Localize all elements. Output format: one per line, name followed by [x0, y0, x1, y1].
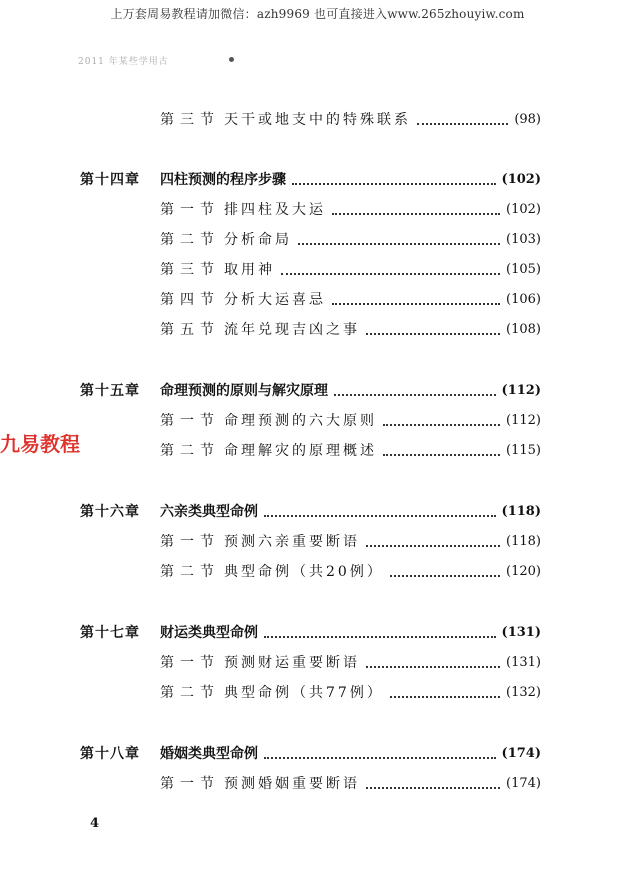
page-ref: (131): [506, 655, 541, 670]
page-ref: (118): [506, 534, 541, 549]
page-ref: (132): [506, 685, 541, 700]
section-number: 第二节: [160, 564, 220, 580]
page-ref: (174): [501, 746, 541, 761]
leader-dots: [390, 695, 500, 698]
page-ref: (112): [501, 383, 541, 398]
chapter-number: 第十六章: [80, 504, 140, 520]
section-number: 第三节: [160, 112, 220, 128]
section-number: 第一节: [160, 655, 220, 671]
leader-dots: [383, 453, 500, 456]
section-number: 第四节: [160, 292, 220, 308]
toc-row-section[interactable]: [160, 110, 541, 130]
chapter-number: 第十七章: [80, 625, 140, 641]
page-ref: (102): [501, 172, 541, 187]
page-ref: (103): [506, 232, 541, 247]
page-ref: (108): [506, 322, 541, 337]
toc-row-chapter[interactable]: [80, 623, 541, 643]
leader-dots: [264, 514, 496, 517]
toc-row-chapter[interactable]: [80, 170, 541, 190]
section-title: 命理解灾的原理概述: [224, 443, 377, 459]
header-dot: [229, 57, 234, 62]
leader-dots: [417, 122, 508, 125]
toc-row-section[interactable]: [160, 260, 541, 280]
page-number: 4: [90, 816, 100, 831]
leader-dots: [332, 302, 500, 305]
toc-row-section[interactable]: [160, 683, 541, 703]
toc-row-section[interactable]: [160, 532, 541, 552]
section-number: 第二节: [160, 443, 220, 459]
section-title: 取用神: [224, 262, 275, 278]
section-title: 排四柱及大运: [224, 202, 326, 218]
toc-row-section[interactable]: [160, 562, 541, 582]
chapter-title: 四柱预测的程序步骤: [160, 172, 286, 188]
leader-dots: [298, 242, 500, 245]
toc-row-chapter[interactable]: [80, 744, 541, 764]
leader-dots: [383, 423, 500, 426]
leader-dots: [366, 786, 500, 789]
top-watermark-text: 上万套周易教程请加微信：azh9969 也可直接进入www.265zhouyiw.com: [110, 7, 525, 21]
page-ref: (131): [501, 625, 541, 640]
toc-row-section[interactable]: [160, 653, 541, 673]
section-title: 典型命例（共20例）: [224, 564, 384, 580]
toc-row-section[interactable]: [160, 230, 541, 250]
leader-dots: [366, 332, 500, 335]
chapter-title: 婚姻类典型命例: [160, 746, 258, 762]
chapter-title: 六亲类典型命例: [160, 504, 258, 520]
section-number: 第五节: [160, 322, 220, 338]
leader-dots: [332, 212, 500, 215]
leader-dots: [366, 544, 500, 547]
toc-row-section[interactable]: [160, 411, 541, 431]
page-ref: (112): [506, 413, 541, 428]
toc-row-section[interactable]: [160, 290, 541, 310]
chapter-number: 第十四章: [80, 172, 140, 188]
section-number: 第一节: [160, 534, 220, 550]
toc-row-section[interactable]: [160, 200, 541, 220]
page-ref: (174): [506, 776, 541, 791]
toc-row-chapter[interactable]: [80, 381, 541, 401]
section-title: 典型命例（共77例）: [224, 685, 384, 701]
running-header: 2011 年某些学用古: [78, 57, 169, 67]
leader-dots: [366, 665, 500, 668]
toc-row-section[interactable]: [160, 320, 541, 340]
chapter-title: 命理预测的原则与解灾原理: [160, 383, 328, 399]
leader-dots: [334, 393, 496, 396]
page-ref: (118): [501, 504, 541, 519]
side-watermark: 九易教程: [0, 432, 80, 456]
section-number: 第一节: [160, 413, 220, 429]
page-ref: (102): [506, 202, 541, 217]
leader-dots: [264, 635, 496, 638]
toc-row-chapter[interactable]: [80, 502, 541, 522]
section-title: 命理预测的六大原则: [224, 413, 377, 429]
toc-row-section[interactable]: [160, 774, 541, 794]
page-ref: (115): [506, 443, 541, 458]
chapter-number: 第十五章: [80, 383, 140, 399]
leader-dots: [264, 756, 496, 759]
page-ref: (105): [506, 262, 541, 277]
section-number: 第一节: [160, 202, 220, 218]
leader-dots: [390, 574, 500, 577]
page-ref: (106): [506, 292, 541, 307]
section-number: 第一节: [160, 776, 220, 792]
section-number: 第二节: [160, 685, 220, 701]
page-ref: (120): [506, 564, 541, 579]
section-title: 天干或地支中的特殊联系: [224, 112, 411, 128]
chapter-title: 财运类典型命例: [160, 625, 258, 641]
chapter-number: 第十八章: [80, 746, 140, 762]
section-title: 分析命局: [224, 232, 292, 248]
section-title: 预测财运重要断语: [224, 655, 360, 671]
leader-dots: [281, 272, 500, 275]
toc-row-section[interactable]: [160, 441, 541, 461]
section-title: 分析大运喜忌: [224, 292, 326, 308]
page-ref: (98): [514, 112, 541, 127]
section-number: 第三节: [160, 262, 220, 278]
section-number: 第二节: [160, 232, 220, 248]
section-title: 流年兑现吉凶之事: [224, 322, 360, 338]
leader-dots: [292, 182, 496, 185]
section-title: 预测婚姻重要断语: [224, 776, 360, 792]
section-title: 预测六亲重要断语: [224, 534, 360, 550]
